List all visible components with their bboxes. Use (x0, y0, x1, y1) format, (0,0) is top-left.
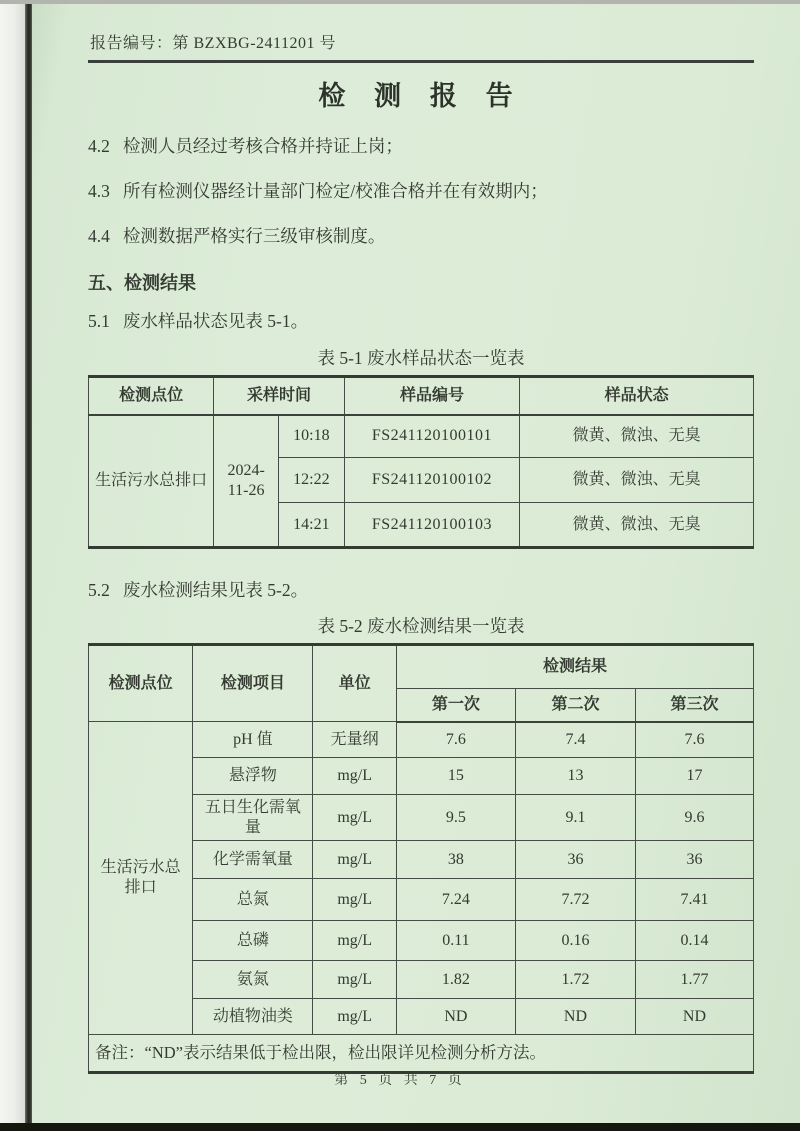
t1-time-cell: 12:22 (278, 458, 344, 503)
t2-item-cell: pH 值 (193, 722, 313, 758)
t2-result-cell: 9.5 (396, 795, 515, 841)
t2-result-cell: ND (635, 999, 753, 1035)
t2-unit-cell: mg/L (313, 999, 397, 1035)
page-title: 检 测 报 告 (318, 81, 524, 111)
t2-item-cell: 总磷 (193, 921, 313, 961)
t2-result-cell: 7.41 (635, 879, 753, 921)
paragraph-text: 废水样品状态见表 5-1。 (122, 311, 309, 331)
t1-sample-no-cell: FS241120100101 (344, 415, 519, 458)
t2-result-cell: ND (396, 999, 515, 1035)
paragraph-text: 废水检测结果见表 5-2。 (122, 580, 309, 600)
t1-header-time: 采样时间 (214, 377, 345, 415)
t2-unit-cell: mg/L (313, 795, 397, 841)
section-number: 五、 (88, 273, 124, 293)
page-footer: 第 5 页 共 7 页 (334, 1073, 466, 1088)
t2-header-unit: 单位 (313, 645, 397, 722)
t1-status-cell: 微黄、微浊、无臭 (520, 503, 754, 548)
t1-sample-no-cell: FS241120100102 (344, 458, 519, 503)
report-number: 报告编号：第 BZXBG-2411201 号 (90, 35, 336, 52)
t1-sample-no-cell: FS241120100103 (344, 503, 519, 548)
table-row (89, 415, 754, 458)
t2-item-cell: 氨氮 (193, 961, 313, 999)
scanner-margin-left (0, 0, 26, 1131)
paragraph-number: 5.1 (88, 311, 110, 331)
t2-header-result-group: 检测结果 (396, 645, 753, 689)
t2-result-cell: 1.82 (396, 961, 515, 999)
table-5-2 (88, 643, 754, 1074)
t2-header-run-2: 第二次 (515, 689, 635, 722)
t2-result-cell: 7.24 (396, 879, 515, 921)
t2-unit-cell: mg/L (313, 921, 397, 961)
paragraph-5-2 (88, 578, 754, 602)
t2-result-cell: 0.11 (396, 921, 515, 961)
t1-date-cell: 2024-11-26 (214, 415, 279, 548)
t1-header-status: 样品状态 (520, 377, 754, 415)
t2-unit-cell: 无量纲 (313, 722, 397, 758)
t1-time-cell: 10:18 (278, 415, 344, 458)
page-left-edge-shadow (25, 0, 32, 1131)
t2-result-cell: 1.72 (515, 961, 635, 999)
paragraph-4-4 (88, 224, 754, 248)
t2-result-cell: 36 (515, 841, 635, 879)
t2-result-cell: 9.1 (515, 795, 635, 841)
t2-location-cell: 生活污水总排口 (89, 722, 193, 1035)
section-title: 检测结果 (124, 273, 196, 293)
t2-header-run-1: 第一次 (396, 689, 515, 722)
t2-item-cell: 五日生化需氧量 (193, 795, 313, 841)
paragraph-4-2 (88, 134, 754, 158)
t2-result-cell: 36 (635, 841, 753, 879)
report-page (31, 4, 800, 1124)
t2-result-cell: 7.4 (515, 722, 635, 758)
table-5-1-caption: 表 5-1 废水样品状态一览表 (317, 348, 525, 368)
t1-status-cell: 微黄、微浊、无臭 (520, 458, 754, 503)
t2-result-cell: 38 (396, 841, 515, 879)
scanner-edge-top (0, 0, 800, 4)
t2-result-cell: 0.14 (635, 921, 753, 961)
t2-note: 备注：“ND”表示结果低于检出限，检出限详见检测分析方法。 (89, 1035, 754, 1073)
t1-header-location: 检测点位 (89, 377, 214, 415)
paragraph-number: 4.3 (88, 181, 110, 201)
paragraph-text: 检测数据严格实行三级审核制度。 (122, 226, 386, 246)
table-5-2-caption: 表 5-2 废水检测结果一览表 (317, 616, 525, 636)
header-rule (88, 60, 754, 63)
t2-result-cell: 15 (396, 758, 515, 795)
t2-result-cell: 1.77 (635, 961, 753, 999)
section-5-heading (88, 269, 754, 295)
paragraph-number: 4.4 (88, 226, 110, 246)
t2-item-cell: 化学需氧量 (193, 841, 313, 879)
t2-header-item: 检测项目 (193, 645, 313, 722)
scanner-edge-bottom (0, 1123, 800, 1131)
t2-result-cell: 13 (515, 758, 635, 795)
t1-status-cell: 微黄、微浊、无臭 (520, 415, 754, 458)
paragraph-number: 4.2 (88, 136, 110, 156)
t1-header-sample-no: 样品编号 (344, 377, 519, 415)
table-header-row (89, 377, 754, 415)
t2-header-location: 检测点位 (89, 645, 193, 722)
t1-time-cell: 14:21 (278, 503, 344, 548)
paragraph-5-1 (88, 309, 754, 333)
paragraph-number: 5.2 (88, 580, 110, 600)
t1-location-cell: 生活污水总排口 (89, 415, 214, 548)
t2-header-run-3: 第三次 (635, 689, 753, 722)
t2-result-cell: ND (515, 999, 635, 1035)
t2-item-cell: 总氮 (193, 879, 313, 921)
t2-result-cell: 7.6 (635, 722, 753, 758)
t2-result-cell: 0.16 (515, 921, 635, 961)
paragraph-4-3 (88, 179, 754, 203)
t2-item-cell: 悬浮物 (193, 758, 313, 795)
paragraph-text: 所有检测仪器经计量部门检定/校准合格并在有效期内； (122, 181, 548, 201)
table-5-1 (88, 375, 754, 549)
table-row (89, 722, 754, 758)
t2-item-cell: 动植物油类 (193, 999, 313, 1035)
table-note-row (89, 1035, 754, 1073)
t2-result-cell: 17 (635, 758, 753, 795)
table-header-row (89, 645, 754, 689)
paragraph-text: 检测人员经过考核合格并持证上岗； (122, 136, 403, 156)
t2-result-cell: 7.6 (396, 722, 515, 758)
t2-unit-cell: mg/L (313, 841, 397, 879)
t2-result-cell: 7.72 (515, 879, 635, 921)
t2-unit-cell: mg/L (313, 758, 397, 795)
t2-unit-cell: mg/L (313, 961, 397, 999)
t2-unit-cell: mg/L (313, 879, 397, 921)
t2-result-cell: 9.6 (635, 795, 753, 841)
